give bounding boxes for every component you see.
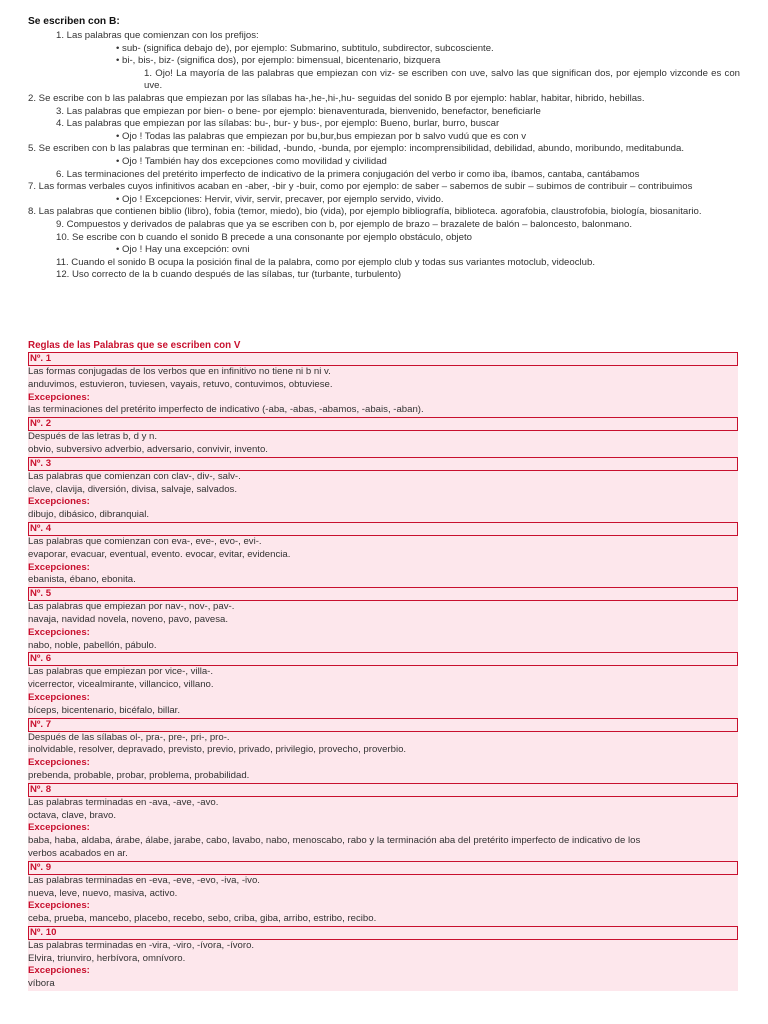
rule-description: Las palabras que comienzan con eva-, eve-, evo-, evi-. <box>28 536 738 549</box>
rule-number: Nº. 4 <box>28 522 738 536</box>
rule-exceptions: baba, haba, aldaba, árabe, álabe, jarabe, cabo, lavabo, nabo, menoscabo, rabo y la terminación aba del pretérito imperfecto de indicativo de los <box>28 835 738 848</box>
rule-exceptions-label: Excepciones: <box>28 392 738 405</box>
rule-examples: vicerrector, vicealmirante, villancico, villano. <box>28 679 738 692</box>
rule-examples: Elvira, triunviro, herbívora, omnívoro. <box>28 953 738 966</box>
rule-exceptions-label: Excepciones: <box>28 496 738 509</box>
rule-exceptions-label: Excepciones: <box>28 757 738 770</box>
b-rule-line: 10. Se escribe con b cuando el sonido B precede a una consonante por ejemplo obstáculo, objeto <box>56 231 473 243</box>
rule-examples: navaja, navidad novela, noveno, pavo, pavesa. <box>28 614 738 627</box>
b-rule-line: 2. Se escribe con b las palabras que empiezan por las sílabas ha-,he-,hi-,hu- seguidas del sonido B por ejemplo: hablar, habitar, hibrido, hebillas. <box>28 92 645 104</box>
rule-description: Las palabras terminadas en -vira, -viro, -ívora, -ívoro. <box>28 940 738 953</box>
b-rule-line: 6. Las terminaciones del pretérito imperfecto de indicativo de la primera conjugación del verbo ir como iba, íbamos, cantaba, cantábamos <box>56 168 640 180</box>
rule-exceptions-label: Excepciones: <box>28 562 738 575</box>
b-rule-line: 8. Las palabras que contienen biblio (libro), fobia (temor, miedo), bio (vida), por ejemplo bibliografía, biblioteca. agorafobia, claustrofobia, biología, biosanitario. <box>28 206 702 218</box>
rule-description: Las palabras que comienzan con clav-, div-, salv-. <box>28 471 738 484</box>
rule-number: Nº. 9 <box>28 861 738 875</box>
rule-examples: octava, clave, bravo. <box>28 810 738 823</box>
b-rule-line: • bi-, bis-, biz- (significa dos), por ejemplo: bimensual, bicentenario, bizquera <box>116 55 441 67</box>
rule-number: Nº. 6 <box>28 652 738 666</box>
rule-exceptions: víbora <box>28 978 738 991</box>
b-rule-line: 1. Las palabras que comienzan con los prefijos: <box>56 30 259 41</box>
rule-exceptions-label: Excepciones: <box>28 965 738 978</box>
b-rule-line: 9. Compuestos y derivados de palabras que ya se escriben con b, por ejemplo de brazo – brazalete de balón – baloncesto, balonmano. <box>56 218 632 230</box>
rule-number: Nº. 8 <box>28 783 738 797</box>
b-rule-line: 12. Uso correcto de la b cuando después de las sílabas, tur (turbante, turbulento) <box>56 269 402 281</box>
b-rule-line: 5. Se escriben con b las palabras que terminan en: -bilidad, -bundo, -bunda, por ejemplo: incomprensibilidad, debilidad, abundo, moribundo, meditabunda. <box>28 143 684 155</box>
rule-examples: inolvidable, resolver, depravado, previsto, previo, privado, privilegio, provecho, proverbio. <box>28 744 738 757</box>
b-rule-line: • Ojo ! Hay una excepción: ovni <box>116 244 250 256</box>
rule-exceptions: bíceps, bicentenario, bicéfalo, billar. <box>28 705 738 718</box>
rule-exceptions: prebenda, probable, probar, problema, probabilidad. <box>28 770 738 783</box>
b-rules-heading: Se escriben con B: <box>28 16 120 27</box>
rule-exceptions-label: Excepciones: <box>28 822 738 835</box>
b-rule-line: • Ojo ! Excepciones: Hervir, vivir, servir, precaver, por ejemplo servido, vivido. <box>116 193 444 205</box>
b-rule-line: 7. Las formas verbales cuyos infinitivos acaban en -aber, -bir y -buir, como por ejemplo: de saber – sabemos de subir – subimos de contribuir – contribuimos <box>28 181 693 193</box>
rule-description: Después de las letras b, d y n. <box>28 431 738 444</box>
rule-description: Las palabras que empiezan por vice-, villa-. <box>28 666 738 679</box>
b-rules-list <box>28 30 740 282</box>
rule-exceptions: ceba, prueba, mancebo, placebo, recebo, sebo, criba, giba, arribo, estribo, recibo. <box>28 913 738 926</box>
rule-number: Nº. 10 <box>28 926 738 940</box>
b-rule-line: 1. Ojo! La mayoría de las palabras que empiezan con viz- se escriben con uve, salvo las que significan dos, por ejemplo vizconde es con uve. <box>144 67 740 92</box>
rule-number: Nº. 3 <box>28 457 738 471</box>
rule-examples: clave, clavija, diversión, divisa, salvaje, salvados. <box>28 484 738 497</box>
rule-description: Las palabras que empiezan por nav-, nov-, pav-. <box>28 601 738 614</box>
v-rules-heading: Reglas de las Palabras que se escriben con V <box>28 340 241 351</box>
rule-exceptions-label: Excepciones: <box>28 627 738 640</box>
b-rule-line: 3. Las palabras que empiezan por bien- o bene- por ejemplo: bienaventurada, bienvenido, benefactor, beneficiarle <box>56 105 541 117</box>
rule-exceptions-label: Excepciones: <box>28 900 738 913</box>
b-rule-line: • Ojo ! Todas las palabras que empiezan por bu,bur,bus empiezan por b salvo vudú que es con v <box>116 130 527 142</box>
rule-examples: obvio, subversivo adverbio, adversario, convivir, invento. <box>28 444 738 457</box>
b-rule-line: • sub- (significa debajo de), por ejemplo: Submarino, subtitulo, subdirector, subcosciente. <box>116 42 494 54</box>
rule-exceptions-continued: verbos acabados en ar. <box>28 848 738 861</box>
rule-number: Nº. 5 <box>28 587 738 601</box>
rule-description: Las palabras terminadas en -eva, -eve, -evo, -iva, -ivo. <box>28 875 738 888</box>
v-rules-table <box>28 352 738 991</box>
rule-examples: evaporar, evacuar, eventual, evento. evocar, evitar, evidencia. <box>28 549 738 562</box>
rule-exceptions: dibujo, dibásico, dibranquial. <box>28 509 738 522</box>
b-rule-line: 11. Cuando el sonido B ocupa la posición final de la palabra, como por ejemplo club y todas sus variantes motoclub, videoclub. <box>56 256 595 268</box>
rule-examples: nueva, leve, nuevo, masiva, activo. <box>28 888 738 901</box>
rule-exceptions-label: Excepciones: <box>28 692 738 705</box>
rule-description: Las formas conjugadas de los verbos que en infinitivo no tiene ni b ni v. <box>28 366 738 379</box>
rule-description: Las palabras terminadas en -ava, -ave, -avo. <box>28 797 738 810</box>
rule-description: Después de las sílabas ol-, pra-, pre-, pri-, pro-. <box>28 732 738 745</box>
rule-exceptions: las terminaciones del pretérito imperfecto de indicativo (-aba, -abas, -abamos, -abais, -aban). <box>28 404 738 417</box>
rule-examples: anduvimos, estuvieron, tuviesen, vayais, retuvo, contuvimos, obtuviese. <box>28 379 738 392</box>
b-rule-line: • Ojo ! También hay dos excepciones como movilidad y civilidad <box>116 155 387 167</box>
rule-number: Nº. 7 <box>28 718 738 732</box>
rule-number: Nº. 2 <box>28 417 738 431</box>
rule-number: Nº. 1 <box>28 352 738 366</box>
rule-exceptions: ebanista, ébano, ebonita. <box>28 574 738 587</box>
rule-exceptions: nabo, noble, pabellón, pábulo. <box>28 640 738 653</box>
b-rule-line: 4. Las palabras que empiezan por las sílabas: bu-, bur- y bus-, por ejemplo: Bueno, burlar, burro, buscar <box>56 118 500 130</box>
